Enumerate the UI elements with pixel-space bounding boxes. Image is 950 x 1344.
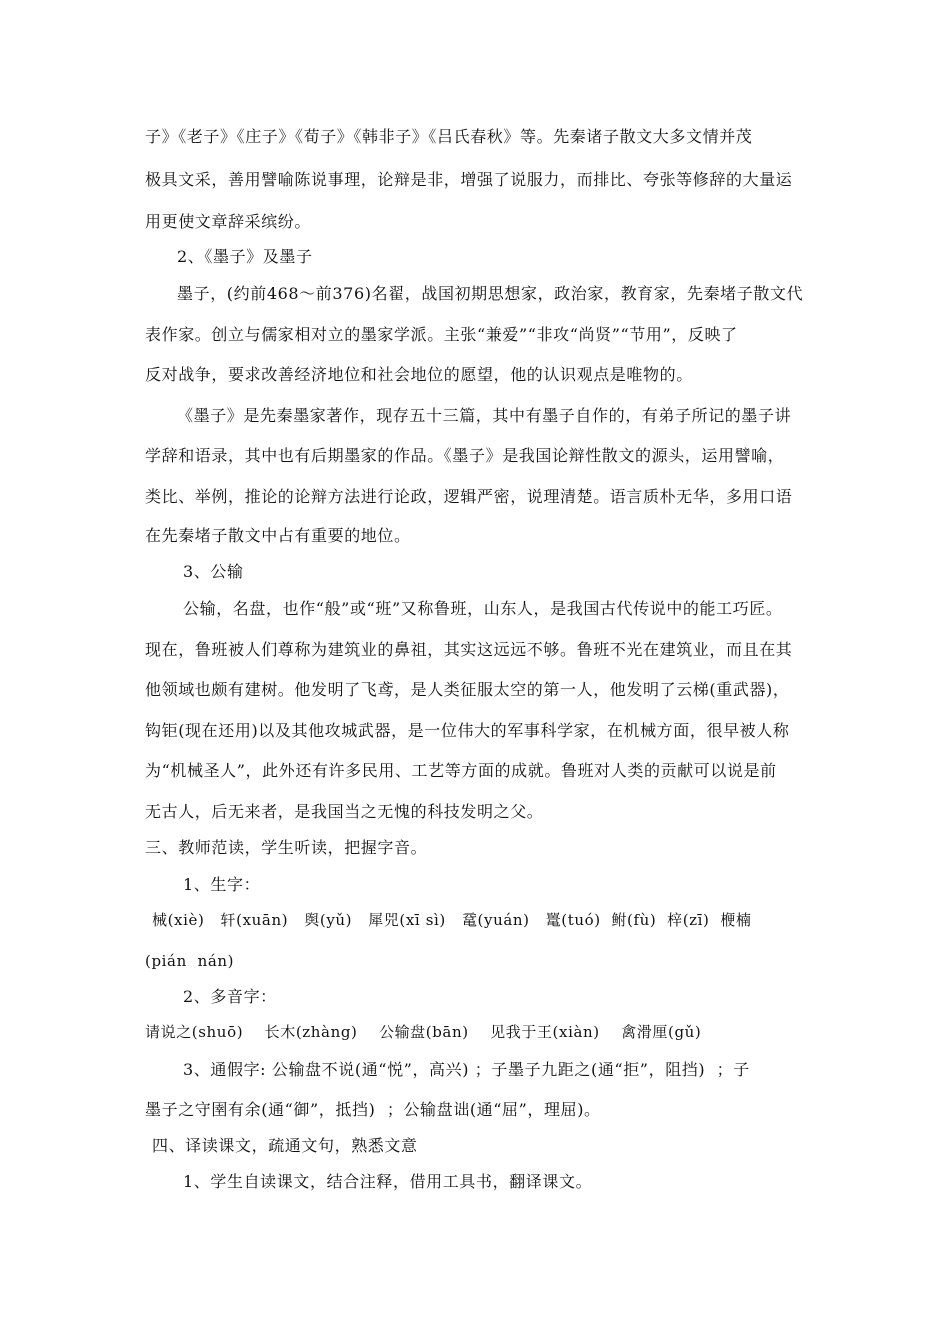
- text-line: 3、通假字: 公输盘不说(通“悦”，高兴) ；子墨子九距之(通“拒”，阻挡) ；子: [183, 1060, 750, 1079]
- text-line: 公输，名盘，也作“般”或“班”又称鲁班，山东人，是我国古代传说中的能工巧匠。: [183, 599, 783, 618]
- text-line: 在先秦堵子散文中占有重要的地位。: [145, 526, 411, 545]
- section-heading: 四、译读课文，疏通文句，熟悉文意: [152, 1136, 418, 1155]
- section-heading: 三、教师范读，学生听读，把握字音。: [145, 838, 428, 857]
- text-line: 现在，鲁班被人们尊称为建筑业的鼻祖，其实这远远不够。鲁班不光在建筑业，而且在其: [145, 640, 793, 659]
- text-line: 墨子之守圉有余(通“御”，抵挡) ；公输盘诎(通“屈”，理屈)。: [145, 1100, 601, 1119]
- text-line: 无古人，后无来者，是我国当之无愧的科技发明之父。: [145, 802, 544, 821]
- text-line: 用更使文章辞采缤纷。: [145, 212, 312, 231]
- section-heading: 2、多音字：: [183, 987, 277, 1006]
- text-line: 类比、举例，推论的论辩方法进行论政，逻辑严密，说理清楚。语言质朴无华，多用口语: [145, 487, 793, 506]
- text-line: 1、学生自读课文，结合注释，借用工具书，翻译课文。: [183, 1172, 593, 1191]
- text-line: 墨子，(约前468～前376)名翟，战国初期思想家，政治家，教育家，先秦堵子散文代: [177, 284, 804, 303]
- text-line: 为“机械圣人”，此外还有许多民用、工艺等方面的成就。鲁班对人类的贡献可以说是前: [145, 761, 777, 780]
- section-heading: 1、生字：: [183, 875, 261, 894]
- text-line: 表作家。创立与儒家相对立的墨家学派。主张“兼爱”“非攻“尚贤”“节用”，反映了: [145, 325, 738, 344]
- text-line: 子》《老子》《庄子》《荀子》《韩非子》《吕氏春秋》等。先秦诸子散文大多文情并茂: [145, 127, 753, 146]
- text-line: 反对战争，要求改善经济地位和社会地位的愿望，他的认识观点是唯物的。: [145, 365, 693, 384]
- text-line: 极具文采，善用譬喻陈说事理，论辩是非，增强了说服力，而排比、夸张等修辞的大量运: [145, 170, 793, 189]
- pinyin-line: 械(xiè) 轩(xuān) 舆(yǔ) 犀兕(xī sì) 鼋(yuán) 鼍(tuó) 鲋(fù) 梓(zī) 楩楠: [152, 911, 752, 929]
- text-line: 《墨子》是先秦墨家著作，现存五十三篇，其中有墨子自作的，有弟子所记的墨子讲: [177, 406, 792, 425]
- text-line: 钩钜(现在还用)以及其他攻城武器，是一位伟大的军事科学家，在机械方面，很早被人称: [145, 721, 790, 740]
- text-line: 他领域也颇有建树。他发明了飞鸢，是人类征服太空的第一人，他发明了云梯(重武器)，: [145, 680, 790, 699]
- pinyin-line: (pián nán): [145, 952, 235, 970]
- section-heading: 3、公输: [183, 562, 244, 581]
- pinyin-line: 请说之(shuō) 长木(zhàng) 公输盘(bān) 见我于王(xiàn) 禽滑厘(gǔ): [145, 1023, 702, 1041]
- section-heading: 2、《墨子》及墨子: [177, 247, 313, 266]
- text-line: 学辞和语录，其中也有后期墨家的作品。《墨子》是我国论辩性散文的源头，运用譬喻，: [145, 446, 785, 465]
